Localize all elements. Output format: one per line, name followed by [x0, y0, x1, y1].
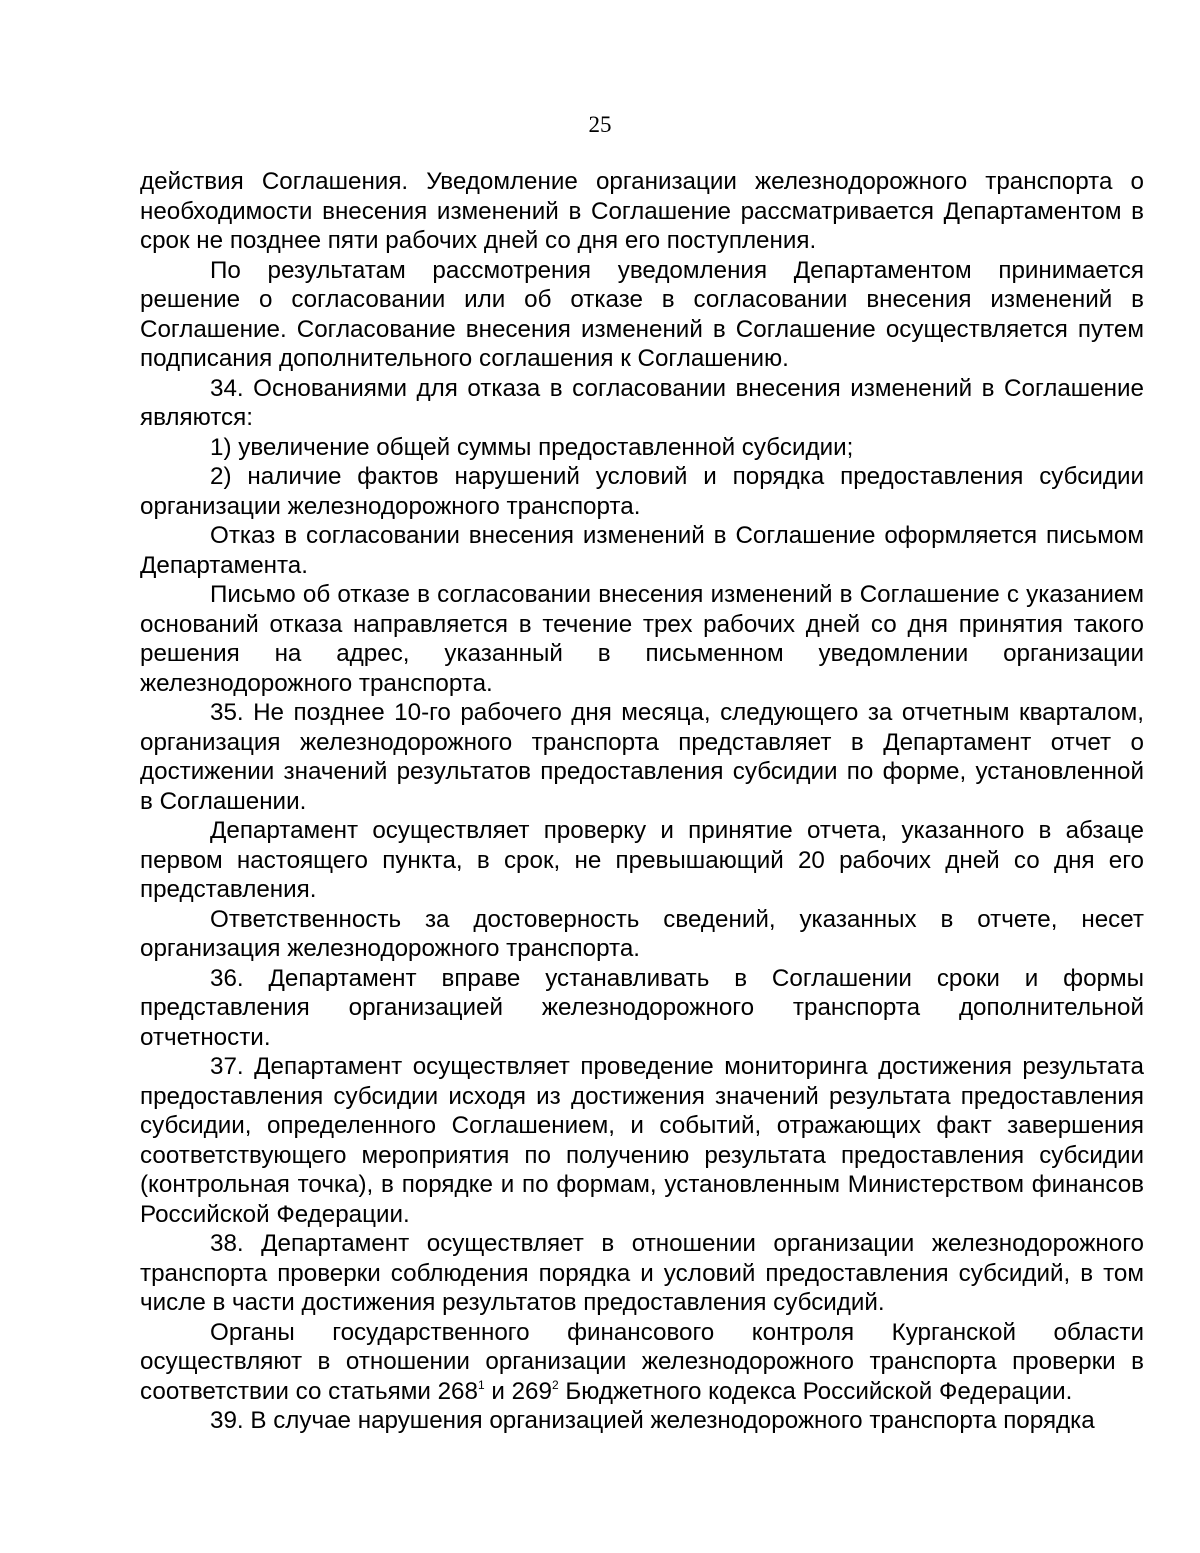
text-span: Органы государственного финансового контроля Курганской области осуществляют в отношении организации железнодорожного транспорта проверки в соответствии со статьями 268	[140, 1318, 1144, 1405]
text-span: и 269	[484, 1377, 552, 1405]
superscript: 2	[551, 1377, 559, 1392]
paragraph: 34. Основаниями для отказа в согласовании внесения изменений в Соглашение являются:	[140, 374, 1144, 431]
paragraph: Ответственность за достоверность сведений, указанных в отчете, несет организация железнодорожного транспорта.	[140, 905, 1144, 962]
paragraph: Департамент осуществляет проверку и принятие отчета, указанного в абзаце первом настоящего пункта, в срок, не превышающий 20 рабочих дней со дня его представления.	[140, 817, 1144, 903]
paragraph: 2) наличие фактов нарушений условий и порядка предоставления субсидии организации железнодорожного транспорта.	[140, 463, 1144, 520]
paragraph: 37. Департамент осуществляет проведение мониторинга достижения результата предоставления субсидии исходя из достижения значений результата предоставления субсидии, определенного Соглашением, и событий, отражающих факт завершения соответствующего мероприятия по получению результата предоставления субсидии (контрольная точка), в порядке и по формам, установленным Министерством финансов Российской Федерации.	[140, 1053, 1144, 1228]
paragraph: действия Соглашения. Уведомление организации железнодорожного транспорта о необходимости внесения изменений в Соглашение рассматривается Департаментом в срок не позднее пяти рабочих дней со дня его поступления.	[140, 168, 1144, 254]
paragraph-financial-control	[140, 1318, 1144, 1407]
superscript: 1	[477, 1377, 485, 1392]
text-span: Бюджетного кодекса Российской Федерации.	[558, 1377, 1073, 1405]
paragraph: 36. Департамент вправе устанавливать в Соглашении сроки и формы представления организацией железнодорожного транспорта дополнительной отчетности.	[140, 964, 1144, 1051]
paragraph: Отказ в согласовании внесения изменений в Соглашение оформляется письмом Департамента.	[140, 522, 1144, 579]
document-body	[140, 167, 1144, 1436]
paragraph: По результатам рассмотрения уведомления Департаментом принимается решение о согласовании или об отказе в согласовании внесения изменений в Соглашение. Согласование внесения изменений в Соглашение осуществляется путем подписания дополнительного соглашения к Соглашению.	[140, 256, 1144, 372]
paragraph: 1) увеличение общей суммы предоставленной субсидии;	[210, 433, 854, 461]
page-number: 25	[588, 112, 612, 137]
paragraph: 35. Не позднее 10-го рабочего дня месяца, следующего за отчетным кварталом, организация железнодорожного транспорта представляет в Департамент отчет о достижении значений результатов предоставления субсидии по форме, установленной в Соглашении.	[140, 699, 1144, 815]
paragraph: 38. Департамент осуществляет в отношении организации железнодорожного транспорта проверки соблюдения порядка и условий предоставления субсидий, в том числе в части достижения результатов предоставления субсидий.	[140, 1230, 1144, 1316]
paragraph: Письмо об отказе в согласовании внесения изменений в Соглашение с указанием оснований отказа направляется в течение трех рабочих дней со дня принятия такого решения на адрес, указанный в письменном уведомлении организации железнодорожного транспорта.	[140, 581, 1144, 697]
paragraph: 39. В случае нарушения организацией железнодорожного транспорта порядка	[210, 1407, 1095, 1434]
